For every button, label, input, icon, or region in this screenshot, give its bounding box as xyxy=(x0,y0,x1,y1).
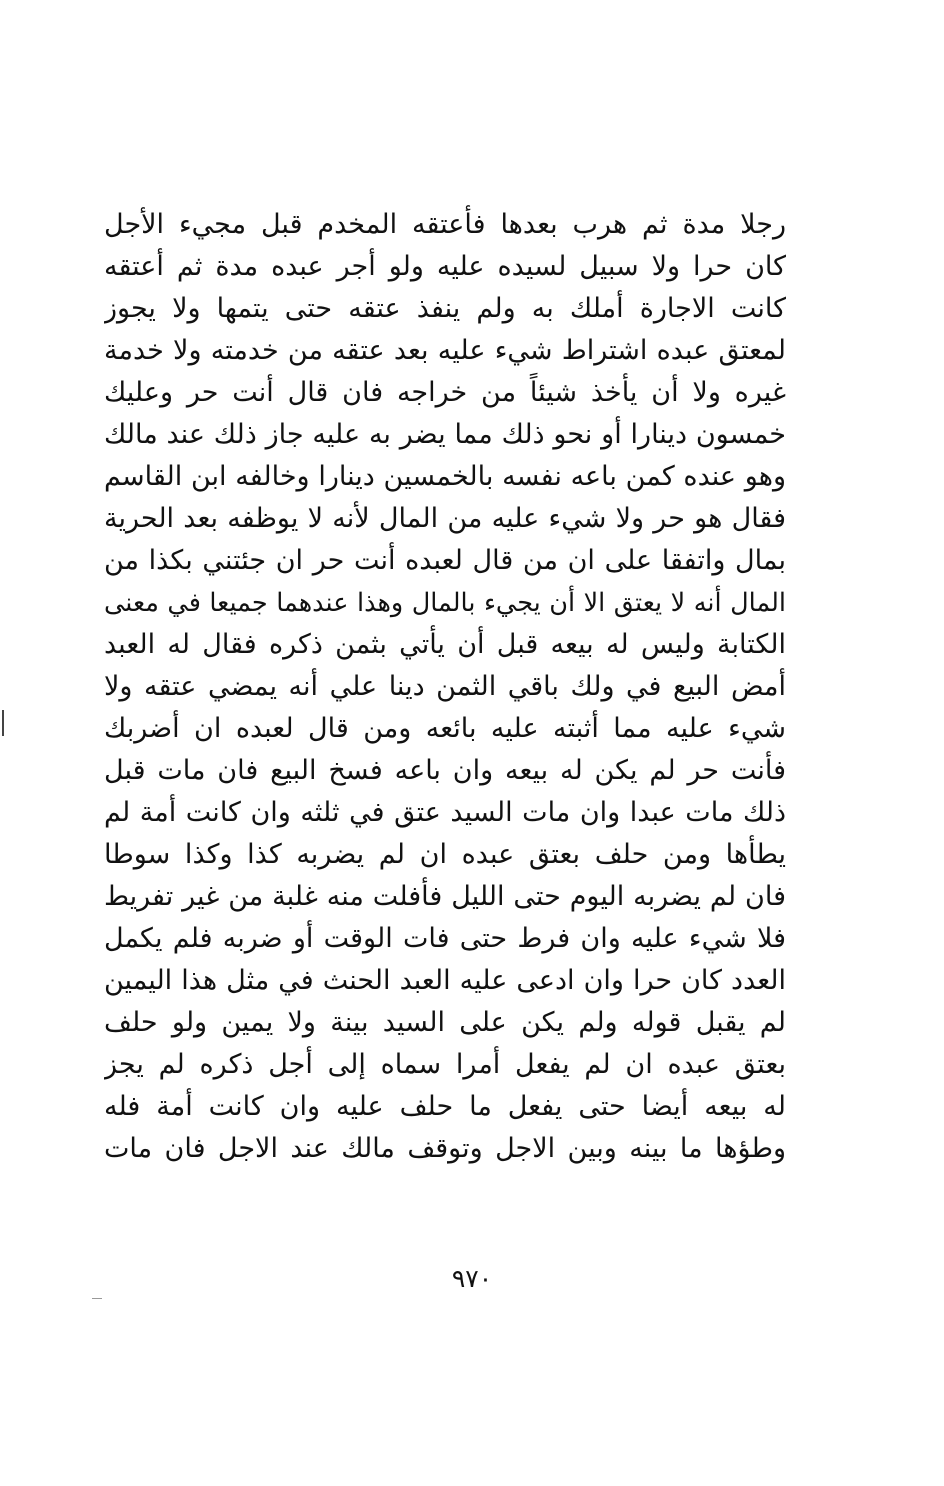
text-line-2: كان حرا ولا سبيل لسيده عليه ولو أجر عبده مدة ثم أعتقه xyxy=(104,251,786,282)
text-line-18: فلا شيء عليه وان فرط حتى فات الوقت أو ضربه فلم يكمل xyxy=(104,923,786,954)
text-line-16: يطأها ومن حلف بعتق عبده ان لم يضربه كذا وكذا سوطا xyxy=(104,839,786,870)
text-line-17: فان لم يضربه اليوم حتى الليل فأفلت منه غلبة من غير تفريط xyxy=(104,881,786,912)
text-line-6: خمسون دينارا أو نحو ذلك مما يضر به عليه جاز ذلك عند مالك xyxy=(104,419,786,450)
text-line-3: كانت الاجارة أملك به ولم ينفذ عتقه حتى يتمها ولا يجوز xyxy=(104,293,786,324)
text-line-4: لمعتق عبده اشتراط شيء عليه بعد عتقه من خدمته ولا خدمة xyxy=(104,335,786,366)
text-line-15: ذلك مات عبدا وان مات السيد عتق في ثلثه وان كانت أمة لم xyxy=(104,797,786,828)
body-text xyxy=(104,204,786,1170)
text-line-23: وطؤها ما بينه وبين الاجل وتوقف مالك عند الاجل فان مات xyxy=(104,1133,786,1164)
page-number: ٩٧٠ xyxy=(451,1264,493,1293)
footer-rule xyxy=(92,1298,102,1299)
scan-edge-mark xyxy=(2,710,4,736)
text-line-5: غيره ولا أن يأخذ شيئاً من خراجه فان قال أنت حر وعليك xyxy=(104,377,786,408)
text-line-8: فقال هو حر ولا شيء عليه من المال لأنه لا يوظفه بعد الحرية xyxy=(104,503,786,534)
text-line-21: بعتق عبده ان لم يفعل أمرا سماه إلى أجل ذكره لم يجز xyxy=(104,1049,786,1080)
text-line-22: له بيعه أيضا حتى يفعل ما حلف عليه وان كانت أمة فله xyxy=(104,1091,786,1122)
text-line-14: فأنت حر لم يكن له بيعه وان باعه فسخ البيع فان مات قبل xyxy=(104,755,786,786)
text-line-11: الكتابة وليس له بيعه قبل أن يأتي بثمن ذكره فقال له العبد xyxy=(104,629,786,660)
text-line-19: العدد كان حرا وان ادعى عليه العبد الحنث في مثل هذا اليمين xyxy=(104,965,786,996)
text-line-12: أمض البيع في ولك باقي الثمن دينا علي أنه يمضي عتقه ولا xyxy=(104,671,786,702)
text-line-10: المال أنه لا يعتق الا أن يجيء بالمال وهذا عندهما جميعا في معنى xyxy=(104,588,786,618)
text-line-1: رجلا مدة ثم هرب بعدها فأعتقه المخدم قبل مجيء الأجل xyxy=(104,209,786,240)
text-line-13: شيء عليه مما أثبته عليه بائعه ومن قال لعبده ان أضربك xyxy=(104,713,786,744)
text-line-9: بمال واتفقا على ان من قال لعبده أنت حر ان جئتني بكذا من xyxy=(104,545,786,576)
text-line-7: وهو عنده كمن باعه نفسه بالخمسين دينارا وخالفه ابن القاسم xyxy=(104,461,786,492)
text-line-20: لم يقبل قوله ولم يكن على السيد بينة ولا يمين ولو حلف xyxy=(104,1007,786,1038)
